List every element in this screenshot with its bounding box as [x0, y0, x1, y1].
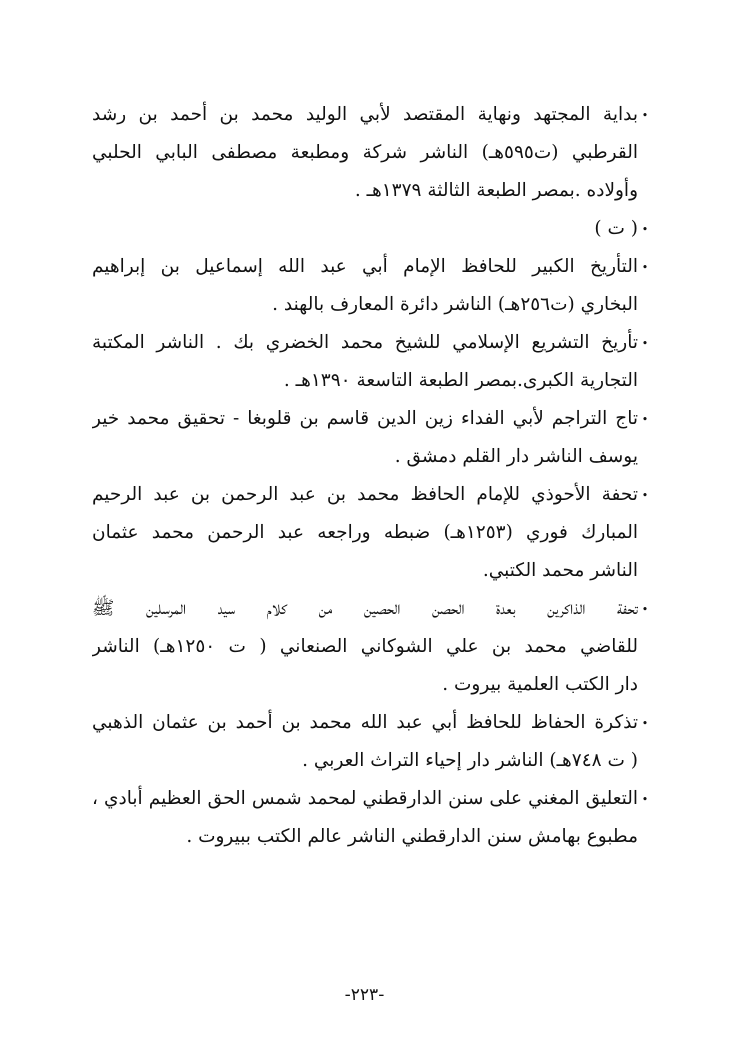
- bibliography-entry: [92, 400, 649, 476]
- entry-line: تذكرة الحفاظ للحافظ أبي عبد الله محمد بن أحمد بن عثمان الذهبي: [92, 712, 638, 733]
- entry-line: تحفة الأحوذي للإمام الحافظ محمد بن عبد الرحمن بن عبد الرحيم: [92, 484, 638, 505]
- entry-line: المبارك فوري (١٢٥٣هـ) ضبطه وراجعه عبد الرحمن محمد عثمان: [92, 522, 638, 543]
- entry-line: ( ت ٧٤٨هـ) الناشر دار إحياء التراث العربي .: [302, 750, 638, 771]
- bullet-icon: •: [641, 222, 649, 236]
- bullet-icon: •: [641, 716, 649, 730]
- section-letter-heading: ( ت ): [594, 218, 638, 239]
- bibliography-entry: [92, 704, 649, 780]
- entry-line: بداية المجتهد ونهاية المقتصد لأبي الوليد محمد بن أحمد بن رشد: [92, 104, 638, 125]
- bullet-icon: •: [641, 336, 649, 350]
- entry-line: يوسف الناشر دار القلم دمشق .: [394, 446, 638, 467]
- entry-line: التعليق المغني على سنن الدارقطني لمحمد شمس الحق العظيم أبادي ،: [92, 788, 638, 809]
- bibliography-entry: [92, 248, 649, 324]
- entry-line: تحفة الذاكرين بعدة الحصن الحصين من كلام سيد المرسلين ﷺ: [92, 598, 638, 619]
- entry-line: التجارية الكبرى.بمصر الطبعة التاسعة ١٣٩٠هـ .: [283, 370, 638, 391]
- bibliography-entry: [92, 476, 649, 590]
- bullet-icon: •: [641, 260, 649, 274]
- entry-line: البخاري (ت٢٥٦هـ) الناشر دائرة المعارف بالهند .: [272, 294, 638, 315]
- entry-line: الناشر محمد الكتبي.: [482, 560, 638, 581]
- bibliography-list: [92, 96, 649, 856]
- bullet-icon: •: [641, 602, 649, 616]
- entry-line: التأريخ الكبير للحافظ الإمام أبي عبد الله إسماعيل بن إبراهيم: [92, 256, 638, 277]
- entry-line: وأولاده .بمصر الطبعة الثالثة ١٣٧٩هـ .: [354, 180, 638, 201]
- bibliography-entry: [92, 590, 649, 704]
- bullet-icon: •: [641, 792, 649, 806]
- bullet-icon: •: [641, 108, 649, 122]
- bibliography-entry: [92, 780, 649, 856]
- entry-line: للقاضي محمد بن علي الشوكاني الصنعاني ( ت ١٢٥٠هـ) الناشر: [92, 636, 638, 657]
- entry-line: دار الكتب العلمية بيروت .: [442, 674, 638, 695]
- page-number: -٢٢٣-: [344, 985, 385, 1005]
- bibliography-section-letter: [92, 210, 649, 248]
- bibliography-entry: [92, 324, 649, 400]
- bullet-icon: •: [641, 488, 649, 502]
- entry-line: تاج التراجم لأبي الفداء زين الدين قاسم بن قلوبغا - تحقيق محمد خير: [92, 408, 638, 429]
- entry-line: تأريخ التشريع الإسلامي للشيخ محمد الخضري بك . الناشر المكتبة: [92, 332, 638, 353]
- entry-line: القرطبي (ت٥٩٥هـ) الناشر شركة ومطبعة مصطفى البابي الحلبي: [92, 142, 638, 163]
- bibliography-entry: [92, 96, 649, 210]
- bullet-icon: •: [641, 412, 649, 426]
- entry-line: مطبوع بهامش سنن الدارقطني الناشر عالم الكتب ببيروت .: [186, 826, 638, 847]
